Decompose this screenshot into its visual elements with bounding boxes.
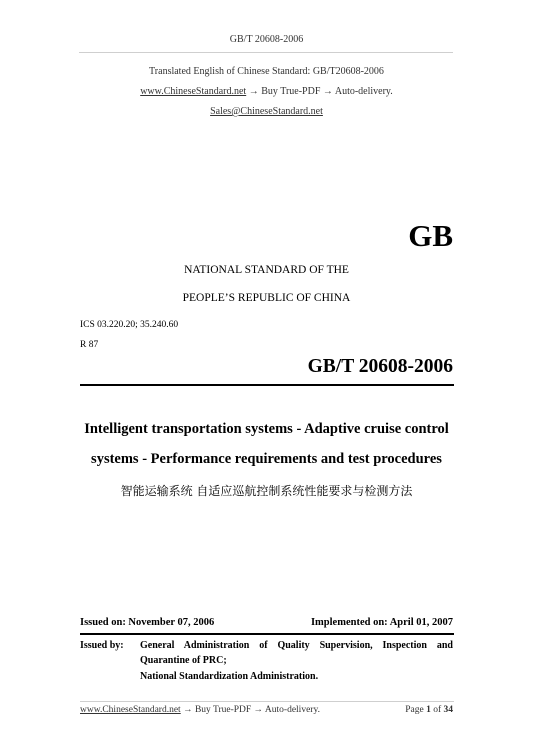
translation-note: Translated English of Chinese Standard: GB/T20608-2006 — [149, 66, 384, 77]
footer-purchase-text: → Buy True-PDF → Auto-delivery. — [183, 705, 320, 715]
national-standard-line2: PEOPLE’S REPUBLIC OF CHINA — [182, 292, 351, 304]
purchase-line — [0, 86, 533, 97]
email-link[interactable]: Sales@ChineseStandard.net — [210, 106, 323, 117]
title-cn: 智能运输系统 自适应巡航控制系统性能要求与检测方法 — [120, 484, 413, 498]
site-link[interactable]: www.ChineseStandard.net — [140, 86, 247, 97]
implemented-date: Implemented on: April 01, 2007 — [310, 617, 453, 628]
issuer-line2: Quarantine of PRC; — [140, 655, 227, 666]
title-en-line1: Intelligent transportation systems - Adaptive cruise control — [84, 421, 449, 437]
issued-by-label: Issued by: — [80, 640, 124, 651]
running-header: GB/T 20608-2006 — [229, 34, 304, 45]
title-en-line2: systems - Performance requirements and test procedures — [91, 451, 442, 467]
national-standard-line1: NATIONAL STANDARD OF THE — [184, 264, 349, 276]
page-number: 1 — [426, 705, 431, 715]
r-code: R 87 — [80, 340, 99, 350]
footer-site-link[interactable]: www.ChineseStandard.net — [80, 705, 181, 715]
standard-code: GB/T 20608-2006 — [307, 356, 453, 377]
page-indicator — [405, 705, 453, 715]
dates-divider — [80, 633, 454, 635]
of-label: of — [433, 705, 442, 715]
page-total: 34 — [443, 705, 453, 715]
email-line — [0, 106, 533, 117]
footer-links — [80, 705, 320, 715]
issued-date: Issued on: November 07, 2006 — [80, 617, 215, 628]
page-label: Page — [405, 705, 424, 715]
issuer-line3: National Standardization Administration. — [140, 671, 319, 682]
footer-divider — [80, 701, 454, 702]
gb-mark: GB — [408, 218, 453, 253]
title-divider — [80, 384, 454, 386]
ics-code: ICS 03.220.20; 35.240.60 — [80, 320, 179, 330]
header-divider — [79, 52, 453, 53]
purchase-text: → Buy True-PDF → Auto-delivery. — [248, 86, 393, 97]
issuer-line1: General Administration of Quality Supervision, Inspection and — [140, 640, 453, 651]
